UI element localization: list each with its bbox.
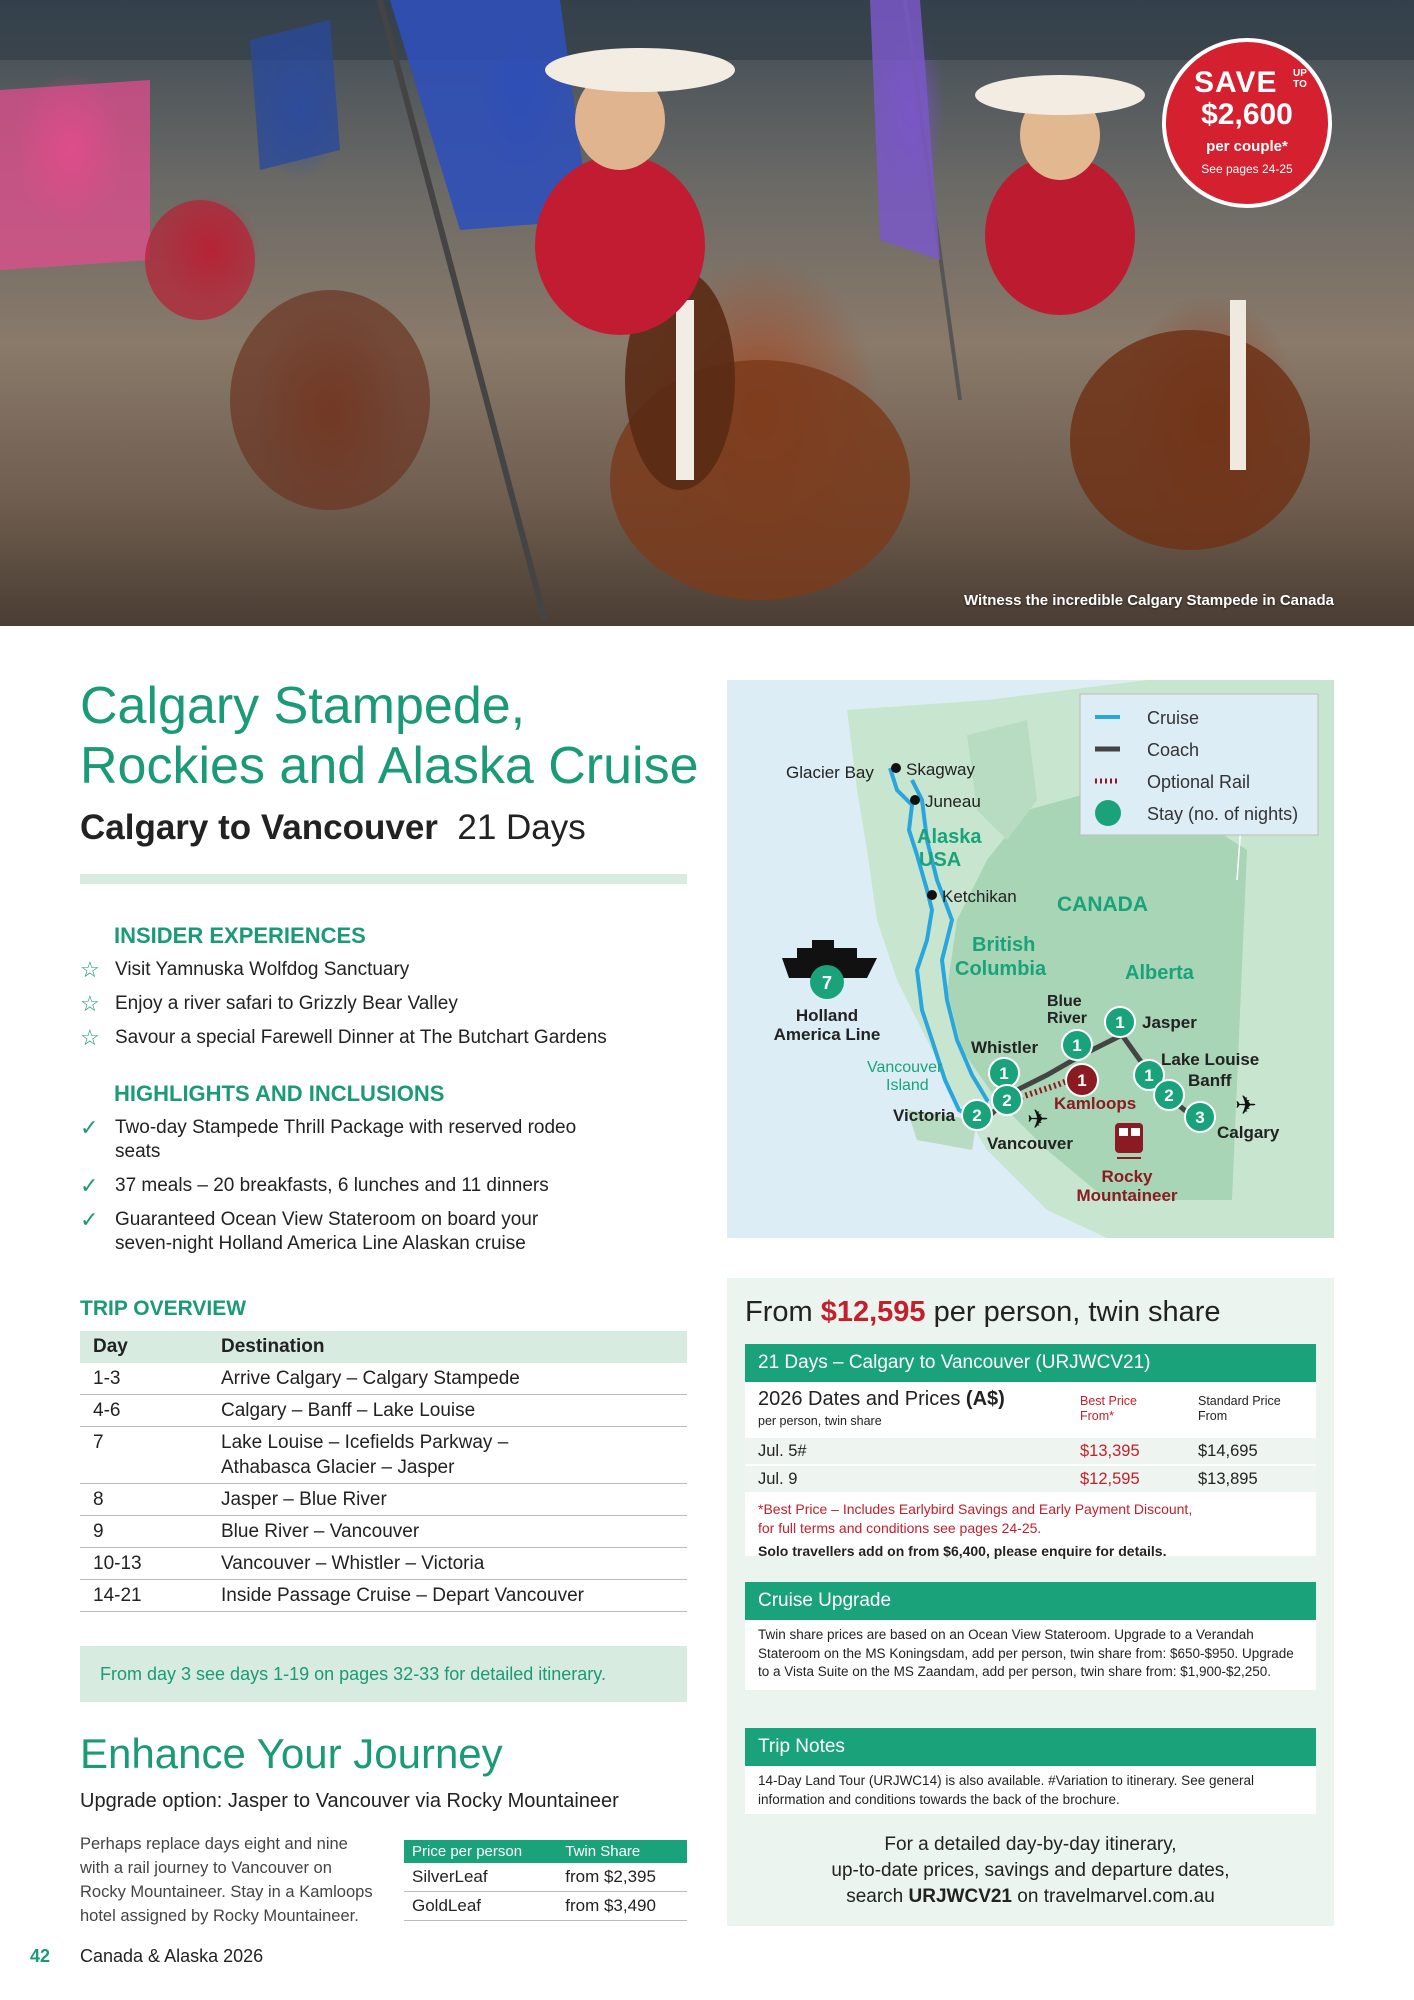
insider-list xyxy=(80,958,680,1060)
label-lake-louise: Lake Louise xyxy=(1161,1050,1260,1069)
label-banff: Banff xyxy=(1188,1071,1232,1090)
trip-duration: 21 Days xyxy=(457,808,586,847)
label-vancouver-island-1: Vancouver xyxy=(867,1059,943,1076)
label-skagway: Skagway xyxy=(906,760,975,779)
overview-header-row xyxy=(80,1331,687,1363)
save-per-couple: per couple* xyxy=(1206,138,1288,155)
insider-item: ☆ Enjoy a river safari to Grizzly Bear Valley xyxy=(80,991,458,1016)
nights-lake-louise: 1 xyxy=(1144,1066,1154,1085)
nights-cruise: 7 xyxy=(821,973,833,993)
nights-banff: 2 xyxy=(1164,1086,1174,1105)
label-kamloops: Kamloops xyxy=(1054,1094,1137,1113)
dates-prices-panel xyxy=(745,1382,1316,1494)
table-row: 7 Lake Louise – Icefields Parkway – Athabasca Glacier – Jasper xyxy=(80,1427,687,1484)
enhance-heading: Enhance Your Journey xyxy=(80,1730,503,1777)
nights-victoria: 2 xyxy=(972,1106,982,1125)
label-ketchikan: Ketchikan xyxy=(942,887,1017,906)
table-row: 10-13 Vancouver – Whistler – Victoria xyxy=(80,1548,687,1580)
star-icon: ☆ xyxy=(80,957,100,982)
title-line-2: Rockies and Alaska Cruise xyxy=(80,737,699,795)
route-map xyxy=(727,680,1334,1238)
nights-jasper: 1 xyxy=(1115,1013,1125,1032)
port-dot xyxy=(910,795,920,805)
trip-notes-text: 14-Day Land Tour (URJWC14) is also available. #Variation to itinerary. See general information and conditions towards the back of the brochure. xyxy=(745,1766,1316,1814)
label-vancouver: Vancouver xyxy=(987,1134,1073,1153)
cruise-upgrade-text: Twin share prices are based on an Ocean View Stateroom. Upgrade to a Verandah Stateroom on the MS Koningsdam, add per person, twin share from: $650-$950. Upgrade to a Vista Suite on the MS Zaandam, add per person, twin share from: $1,900-$2,250. xyxy=(745,1620,1316,1690)
label-america-line: America Line xyxy=(773,1025,881,1044)
best-price-note-1: *Best Price – Includes Earlybird Savings and Early Payment Discount, xyxy=(758,1501,1193,1517)
label-columbia: Columbia xyxy=(955,958,1047,980)
overview-heading: TRIP OVERVIEW xyxy=(80,1297,247,1320)
save-see-pages: See pages 24-25 xyxy=(1201,162,1293,176)
insider-heading: INSIDER EXPERIENCES xyxy=(114,923,366,948)
price-row: Jul. 9 $12,595 $13,895 xyxy=(745,1466,1316,1492)
insider-item: ☆ Visit Yamnuska Wolfdog Sanctuary xyxy=(80,957,410,982)
hero-photo xyxy=(0,0,1414,626)
highlights-heading: HIGHLIGHTS AND INCLUSIONS xyxy=(114,1081,445,1106)
label-glacier-bay: Glacier Bay xyxy=(786,763,874,782)
search-prompt: For a detailed day-by-day itinerary, up-to-date prices, savings and departure dates, search URJWCV21 on travelmarvel.com.au xyxy=(831,1834,1230,1907)
legend-coach: Coach xyxy=(1147,740,1200,760)
nights-whistler: 1 xyxy=(999,1064,1009,1083)
label-juneau: Juneau xyxy=(925,792,981,811)
tour-code: URJWCV21 xyxy=(908,1886,1013,1907)
nights-calgary: 3 xyxy=(1195,1108,1205,1127)
from-price: $12,595 xyxy=(820,1296,926,1328)
trip-route: Calgary to Vancouver xyxy=(80,808,438,847)
highlights-list xyxy=(80,1116,580,1266)
label-usa: USA xyxy=(919,849,962,871)
highlight-item: ✓ Two-day Stampede Thrill Package with reserved rodeo seats xyxy=(80,1115,577,1162)
enhance-subheading: Upgrade option: Jasper to Vancouver via Rocky Mountaineer xyxy=(80,1790,619,1812)
table-row: 9 Blue River – Vancouver xyxy=(80,1516,687,1548)
label-rocky: Rocky xyxy=(1101,1167,1153,1186)
trip-subtitle xyxy=(80,808,586,848)
check-icon: ✓ xyxy=(80,1115,99,1140)
label-canada: CANADA xyxy=(1057,893,1148,916)
brochure-name: Canada & Alaska 2026 xyxy=(80,1946,264,1966)
rocky-mountaineer-table xyxy=(404,1840,687,1921)
route-map-svg xyxy=(727,680,1334,1238)
table-row: 1-3 Arrive Calgary – Calgary Stampede xyxy=(80,1363,687,1395)
title-divider xyxy=(80,874,687,884)
col-best-price: Best Price From* xyxy=(1080,1394,1137,1423)
table-row: 14-21 Inside Passage Cruise – Depart Vancouver xyxy=(80,1580,687,1612)
rm-header-row: Price per person Twin Share xyxy=(404,1840,687,1863)
website-link[interactable]: on travelmarvel.com.au xyxy=(1017,1886,1215,1907)
solo-note: Solo travellers add on from $6,400, please enquire for details. xyxy=(758,1543,1167,1559)
nights-blue-river: 1 xyxy=(1072,1036,1082,1055)
label-jasper: Jasper xyxy=(1142,1013,1197,1032)
save-label: SAVE xyxy=(1194,66,1278,99)
table-row: 8 Jasper – Blue River xyxy=(80,1484,687,1516)
nights-vancouver: 2 xyxy=(1002,1091,1012,1110)
star-icon: ☆ xyxy=(80,1025,100,1050)
dates-subtitle: per person, twin share xyxy=(758,1414,882,1428)
label-alberta: Alberta xyxy=(1125,962,1194,984)
best-price-note-2: for full terms and conditions see pages 24-25. xyxy=(758,1520,1042,1536)
label-victoria: Victoria xyxy=(893,1106,956,1125)
label-river: River xyxy=(1047,1010,1088,1027)
airplane-icon: ✈ xyxy=(1235,1090,1257,1120)
cruise-upgrade-bar: Cruise Upgrade xyxy=(745,1582,1316,1620)
label-calgary: Calgary xyxy=(1217,1123,1280,1142)
legend-cruise: Cruise xyxy=(1147,708,1200,728)
legend-stay: Stay (no. of nights) xyxy=(1147,804,1299,824)
hero-caption: Witness the incredible Calgary Stampede in Canada xyxy=(964,592,1334,609)
table-row: SilverLeaf from $2,395 xyxy=(404,1863,687,1892)
airplane-icon: ✈ xyxy=(1027,1104,1049,1134)
highlight-item: ✓ Guaranteed Ocean View Stateroom on board your seven-night Holland America Line Alaskan cruise xyxy=(80,1207,539,1254)
port-dot xyxy=(927,890,937,900)
label-mountaineer: Mountaineer xyxy=(1076,1186,1178,1205)
overview-table xyxy=(80,1331,687,1612)
dates-title: 2026 Dates and Prices (A$) xyxy=(758,1388,1005,1410)
from-price-line: From $12,595 per person, twin share xyxy=(745,1296,1221,1328)
save-upto: UP TO xyxy=(1293,68,1307,90)
enhance-text: Perhaps replace days eight and nine with a rail journey to Vancouver on Rocky Mountaineer. Stay in a Kamloops hotel assigned by Rocky Mountaineer. xyxy=(80,1835,373,1925)
insider-item: ☆ Savour a special Farewell Dinner at The Butchart Gardens xyxy=(80,1025,607,1050)
check-icon: ✓ xyxy=(80,1173,99,1198)
highlight-item: ✓ 37 meals – 20 breakfasts, 6 lunches and 11 dinners xyxy=(80,1173,549,1198)
table-row: GoldLeaf from $3,490 xyxy=(404,1892,687,1921)
trip-notes-bar: Trip Notes xyxy=(745,1728,1316,1766)
col-standard-price: Standard Price From xyxy=(1198,1394,1281,1423)
table-row: 4-6 Calgary – Banff – Lake Louise xyxy=(80,1395,687,1427)
label-alaska: Alaska xyxy=(917,826,982,848)
page-title xyxy=(80,676,699,796)
legend-rail: Optional Rail xyxy=(1147,772,1251,792)
label-holland: Holland xyxy=(795,1006,859,1025)
price-box xyxy=(727,1278,1334,1926)
col-destination: Destination xyxy=(208,1331,687,1363)
price-row: Jul. 5# $13,395 $14,695 xyxy=(745,1438,1316,1464)
label-vancouver-island-2: Island xyxy=(886,1077,929,1094)
save-badge xyxy=(1162,38,1332,208)
port-dot xyxy=(891,763,901,773)
itinerary-note: From day 3 see days 1-19 on pages 32-33 for detailed itinerary. xyxy=(80,1646,687,1702)
page-number: 42 xyxy=(30,1946,51,1966)
star-icon: ☆ xyxy=(80,991,100,1016)
train-icon xyxy=(1115,1123,1143,1158)
label-british: British xyxy=(972,934,1036,956)
map-legend xyxy=(1080,694,1318,835)
title-line-1: Calgary Stampede, xyxy=(80,677,526,735)
nights-kamloops: 1 xyxy=(1077,1071,1087,1090)
check-icon: ✓ xyxy=(80,1207,99,1232)
best-price-note-panel xyxy=(745,1494,1316,1559)
col-day: Day xyxy=(80,1331,208,1363)
label-whistler: Whistler xyxy=(971,1038,1039,1057)
tour-code-bar: 21 Days – Calgary to Vancouver (URJWCV21) xyxy=(745,1344,1316,1382)
save-amount: $2,600 xyxy=(1201,98,1293,131)
label-blue: Blue xyxy=(1047,993,1082,1010)
